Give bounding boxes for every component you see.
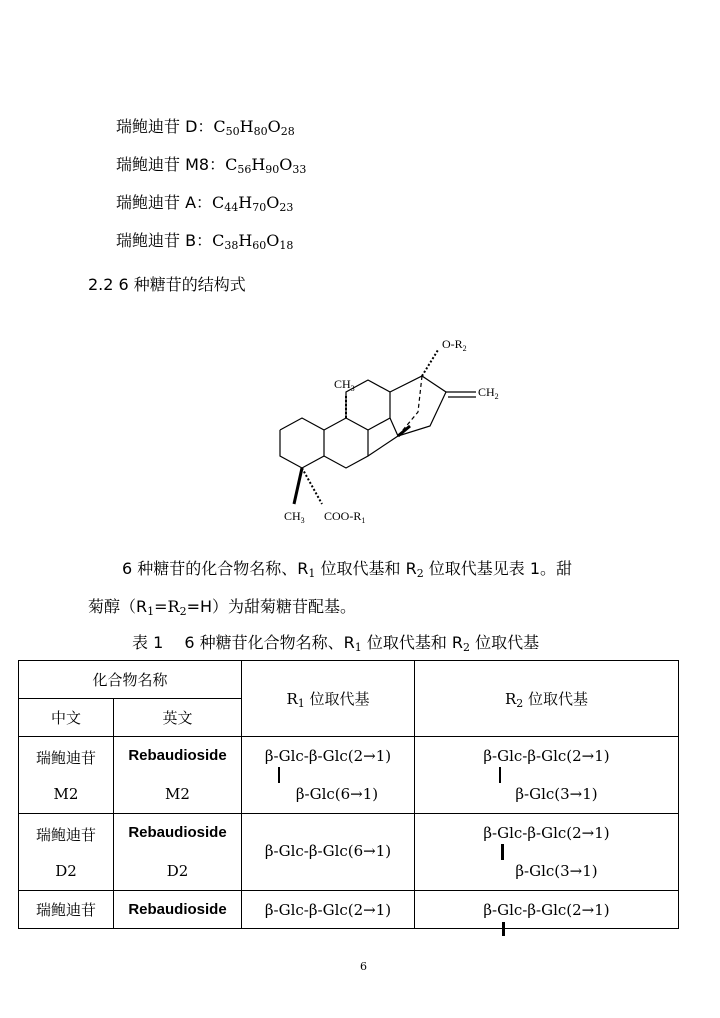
header-r2: $R_2$ 位取代基	[415, 661, 679, 737]
substituent-table	[18, 660, 679, 929]
header-english: 英文	[114, 699, 242, 737]
table-row: 瑞鲍迪苷 M2 Rebaudioside M2 β-Glc-β-Glc(2→1) β-Glc(6→1) β-Glc-β-Glc(2→1) β-Glc(3→1)	[19, 737, 679, 814]
structure-bonds	[280, 350, 476, 504]
formula-item: 瑞鲍迪苷 D：$C_{50}H_{80}O_{28}$	[116, 117, 295, 138]
formula-item: 瑞鲍迪苷 M8：$C_{56}H_{90}O_{33}$	[116, 155, 307, 176]
table-row: 瑞鲍迪苷 D2 Rebaudioside D2 β-Glc-β-Glc(6→1) β-Glc-β-Glc(2→1) β-Glc(3→1)	[19, 814, 679, 891]
table-header-row	[19, 661, 679, 699]
header-compound-name: 化合物名称	[19, 661, 242, 699]
header-chinese: 中文	[19, 699, 114, 737]
ch3-bottom-label: $CH_3$	[284, 509, 305, 525]
ch2-label: $CH_2$	[478, 385, 499, 401]
table-row: 瑞鲍迪苷 Rebaudioside β-Glc-β-Glc(2→1) β-Glc-β-Glc(2→1)	[19, 891, 679, 929]
table-caption: 表 1 6 种糖苷化合物名称、$R_1$ 位取代基和 $R_2$ 位取代基	[132, 633, 540, 654]
formula-item: 瑞鲍迪苷 A：$C_{44}H_{70}O_{23}$	[116, 193, 294, 214]
section-heading: 2.2 6 种糖苷的结构式	[88, 275, 246, 294]
table-continuation-bar	[502, 922, 505, 936]
formula-item: 瑞鲍迪苷 B：$C_{38}H_{60}O_{18}$	[116, 231, 294, 252]
ch3-top-label: $CH_3$	[334, 377, 355, 393]
or2-label: $O-R_2$	[442, 337, 467, 353]
page-number: 6	[360, 960, 367, 973]
paragraph-line-1: 6 种糖苷的化合物名称、$R_1$ 位取代基和 $R_2$ 位取代基见表 1。甜	[122, 559, 573, 580]
steviol-structure-diagram	[262, 322, 522, 532]
coor1-label: COO-$R_1$	[324, 509, 366, 525]
paragraph-line-2: 菊醇$(R_1=R_2=H)$为甜菊糖苷配基。	[88, 597, 357, 618]
header-r1: $R_1$ 位取代基	[242, 661, 415, 737]
